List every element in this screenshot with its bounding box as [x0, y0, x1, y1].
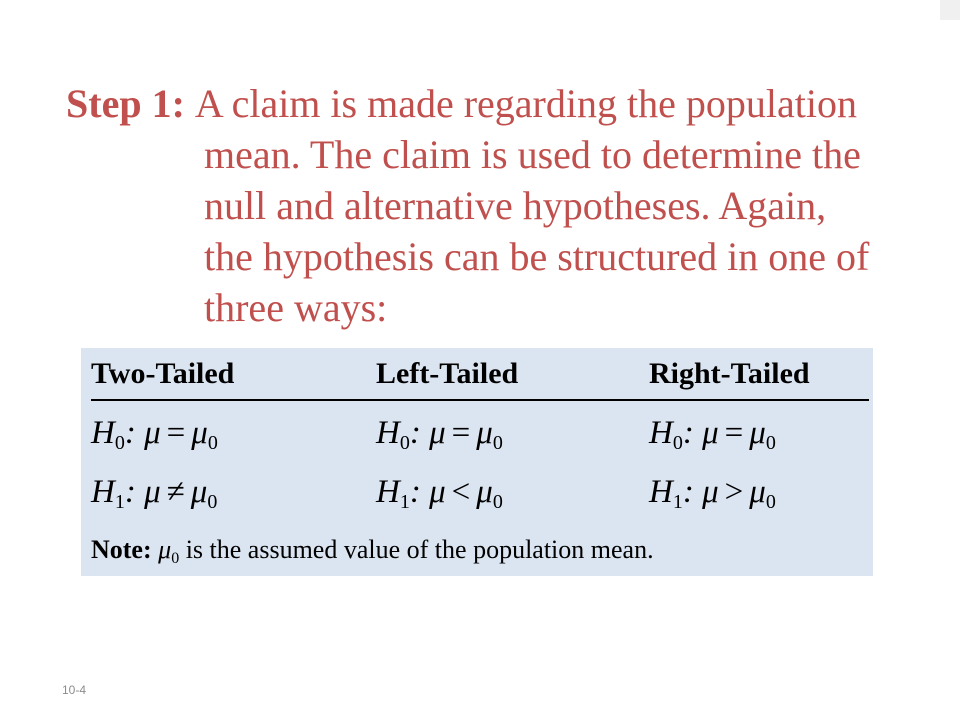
hypothesis-symbol: H: [649, 415, 673, 451]
header-divider: [91, 399, 869, 401]
hypothesis-lhs: : μ: [682, 415, 719, 451]
hypothesis-rhs: μ: [476, 474, 493, 510]
hypothesis-subscript: 0: [399, 432, 410, 454]
step-line-1: A claim is made regarding the population: [194, 81, 857, 126]
header-left-tailed: Left-Tailed: [376, 357, 519, 390]
hypothesis-rhs: μ: [190, 474, 208, 510]
hypothesis-rhs: μ: [191, 415, 208, 451]
hypothesis-lhs: : μ: [124, 474, 161, 510]
hypothesis-subscript: 1: [672, 491, 683, 513]
hypothesis-relation: =: [166, 415, 186, 451]
hypothesis-symbol: H: [376, 415, 400, 451]
hypothesis-subscript: 0: [672, 432, 683, 454]
table-note: [91, 534, 654, 575]
step-line-3: null and alternative hypotheses. Again,: [204, 183, 827, 228]
hypothesis-lhs: : μ: [682, 474, 719, 510]
hypothesis-relation: =: [724, 415, 744, 451]
header-two-tailed: Two-Tailed: [91, 357, 235, 390]
right-tailed-null-hypothesis: [649, 414, 776, 462]
hypothesis-rhs-subscript: 0: [207, 432, 218, 454]
hypothesis-subscript: 1: [399, 491, 410, 513]
note-mu-symbol: μ: [158, 535, 172, 564]
step-first-row: [66, 78, 946, 129]
hypothesis-symbol: H: [376, 474, 400, 510]
left-tailed-alternative-hypothesis: [376, 473, 503, 521]
hypothesis-rhs: μ: [476, 415, 493, 451]
note-mu-subscript: 0: [171, 550, 180, 567]
hypothesis-lhs: : μ: [409, 474, 446, 510]
hypothesis-lhs: : μ: [409, 415, 446, 451]
two-tailed-null-hypothesis: [91, 414, 218, 462]
corner-mark: [940, 0, 960, 20]
step-line-5: three ways:: [204, 285, 388, 330]
step-line-4: the hypothesis can be structured in one of: [204, 234, 870, 279]
hypothesis-rhs-subscript: 0: [492, 432, 503, 454]
hypothesis-rhs: μ: [749, 415, 766, 451]
right-tailed-alternative-hypothesis: [649, 473, 776, 521]
step-line-2: mean. The claim is used to determine the: [204, 132, 861, 177]
hypothesis-relation: =: [451, 415, 471, 451]
note-text: is the assumed value of the population mean.: [179, 535, 654, 564]
note-label: Note:: [91, 535, 152, 564]
step-text-block: [66, 78, 946, 333]
header-right-tailed: Right-Tailed: [649, 357, 810, 390]
hypothesis-rhs-subscript: 0: [207, 491, 218, 513]
hypothesis-symbol: H: [91, 415, 115, 451]
two-tailed-alternative-hypothesis: [91, 473, 217, 521]
hypothesis-subscript: 0: [114, 432, 125, 454]
hypothesis-relation: <: [451, 474, 471, 510]
hypothesis-rhs: μ: [749, 474, 766, 510]
hypothesis-relation: >: [724, 474, 744, 510]
hypothesis-lhs: : μ: [124, 415, 161, 451]
hypothesis-rhs-subscript: 0: [492, 491, 503, 513]
hypothesis-rhs-subscript: 0: [765, 491, 776, 513]
hypothesis-symbol: H: [91, 474, 115, 510]
hypothesis-subscript: 1: [114, 491, 125, 513]
left-tailed-null-hypothesis: [376, 414, 503, 462]
hypothesis-rhs-subscript: 0: [765, 432, 776, 454]
hypothesis-relation: ≠: [166, 474, 185, 510]
step-label: Step 1:: [66, 81, 195, 126]
hypothesis-table: [81, 348, 873, 576]
slide-number: 10-4: [62, 683, 87, 697]
hypothesis-symbol: H: [649, 474, 673, 510]
